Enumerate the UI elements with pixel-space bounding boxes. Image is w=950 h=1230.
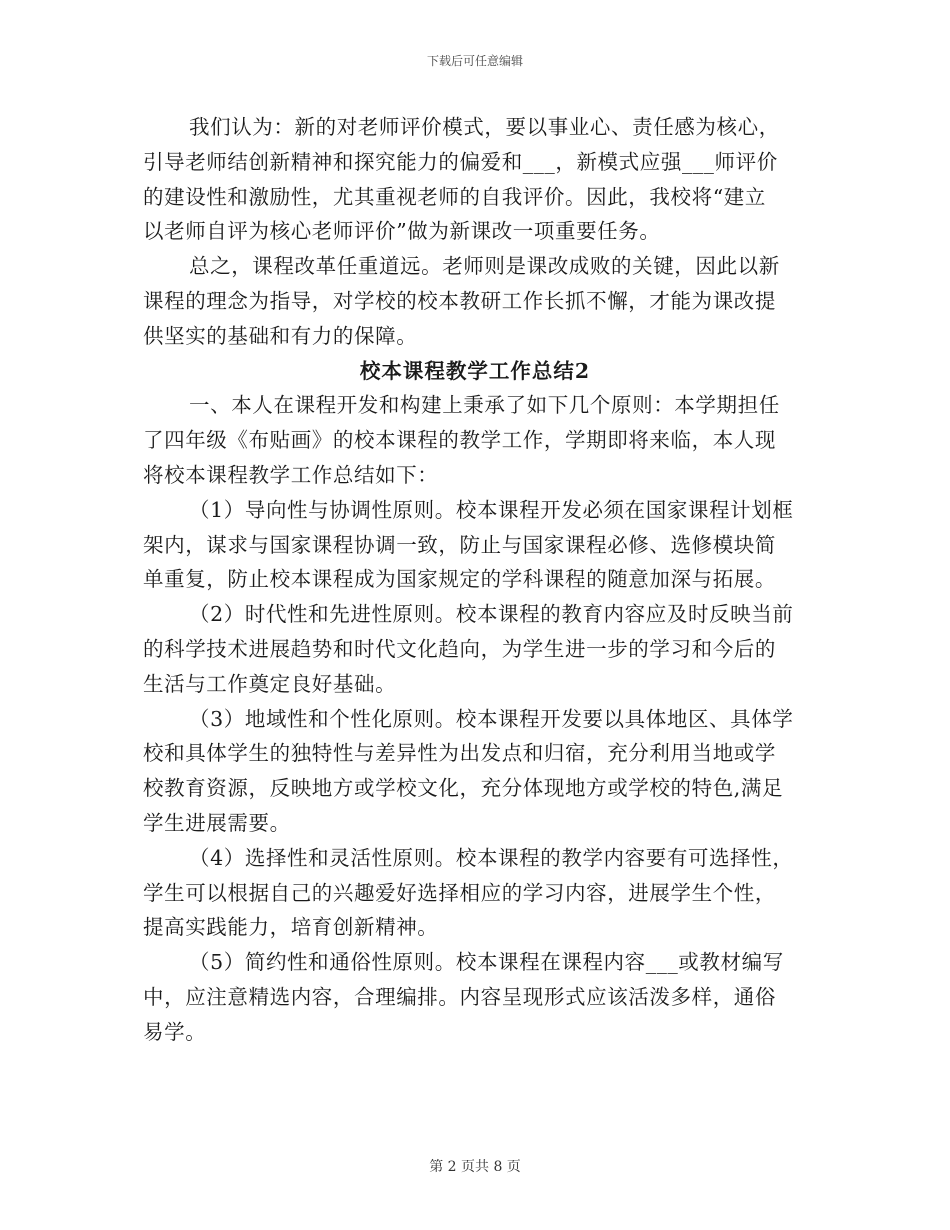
paragraph-line: 校和具体学生的独特性与差异性为出发点和归宿，充分利用当地或学 — [143, 741, 776, 766]
paragraph-line: 的建设性和激励性，尤其重视老师的自我评价。因此，我校将“建立 — [143, 184, 766, 209]
paragraph-line: 易学。 — [143, 1019, 207, 1044]
page-number: 第 2 页共 8 页 — [429, 1159, 521, 1175]
paragraph-line: （1）导向性与协调性原则。校本课程开发必须在国家课程计划框 — [189, 497, 794, 522]
paragraph-line: 了四年级《布贴画》的校本课程的教学工作，学期即将来临，本人现 — [143, 428, 776, 453]
paragraph-line: 中，应注意精选内容，合理编排。内容呈现形式应该活泼多样，通俗 — [143, 984, 776, 1009]
paragraph-line: 我们认为：新的对老师评价模式，要以事业心、责任感为核心， — [189, 115, 780, 139]
paragraph-line: 引导老师结创新精神和探究能力的偏爱和___，新模式应强___师评价 — [143, 149, 778, 174]
paragraph-line: 以老师自评为核心老师评价”做为新课改一项重要任务。 — [143, 219, 661, 244]
paragraph-line: 一、本人在课程开发和构建上秉承了如下几个原则：本学期担任 — [189, 393, 780, 418]
paragraph-line: （5）简约性和通俗性原则。校本课程在课程内容___或教材编写 — [189, 950, 784, 975]
paragraph-line: 校教育资源，反映地方或学校文化，充分体现地方或学校的特色,满足 — [143, 776, 784, 801]
paragraph-line: 将校本课程教学工作总结如下： — [143, 462, 439, 487]
paragraph-line: 提高实践能力，培育创新精神。 — [143, 915, 439, 940]
document-body — [143, 110, 807, 1050]
paragraph-line: 总之，课程改革任重道远。老师则是课改成败的关键，因此以新 — [189, 254, 780, 279]
paragraph-line: 架内，谋求与国家课程协调一致，防止与国家课程必修、选修模块简 — [143, 532, 776, 557]
paragraph-line: 学生可以根据自己的兴趣爱好选择相应的学习内容，进展学生个性， — [143, 880, 776, 905]
paragraph-line: 供坚实的基础和有力的保障。 — [143, 323, 418, 348]
paragraph-line: 学生进展需要。 — [143, 810, 291, 835]
paragraph-line: 课程的理念为指导，对学校的校本教研工作长抓不懈，才能为课改提 — [143, 288, 776, 313]
paragraph-line: （4）选择性和灵活性原则。校本课程的教学内容要有可选择性， — [189, 845, 794, 870]
paragraph-line: 生活与工作奠定良好基础。 — [143, 671, 397, 696]
section-title: 校本课程教学工作总结2 — [359, 358, 591, 383]
paragraph-line: 的科学技术进展趋势和时代文化趋向，为学生进一步的学习和今后的 — [143, 636, 776, 661]
paragraph-line: （3）地域性和个性化原则。校本课程开发要以具体地区、具体学 — [189, 706, 794, 731]
header-note: 下载后可任意编辑 — [426, 54, 523, 68]
paragraph-line: （2）时代性和先进性原则。校本课程的教育内容应及时反映当前 — [189, 602, 794, 627]
paragraph-line: 单重复，防止校本课程成为国家规定的学科课程的随意加深与拓展。 — [143, 567, 776, 592]
